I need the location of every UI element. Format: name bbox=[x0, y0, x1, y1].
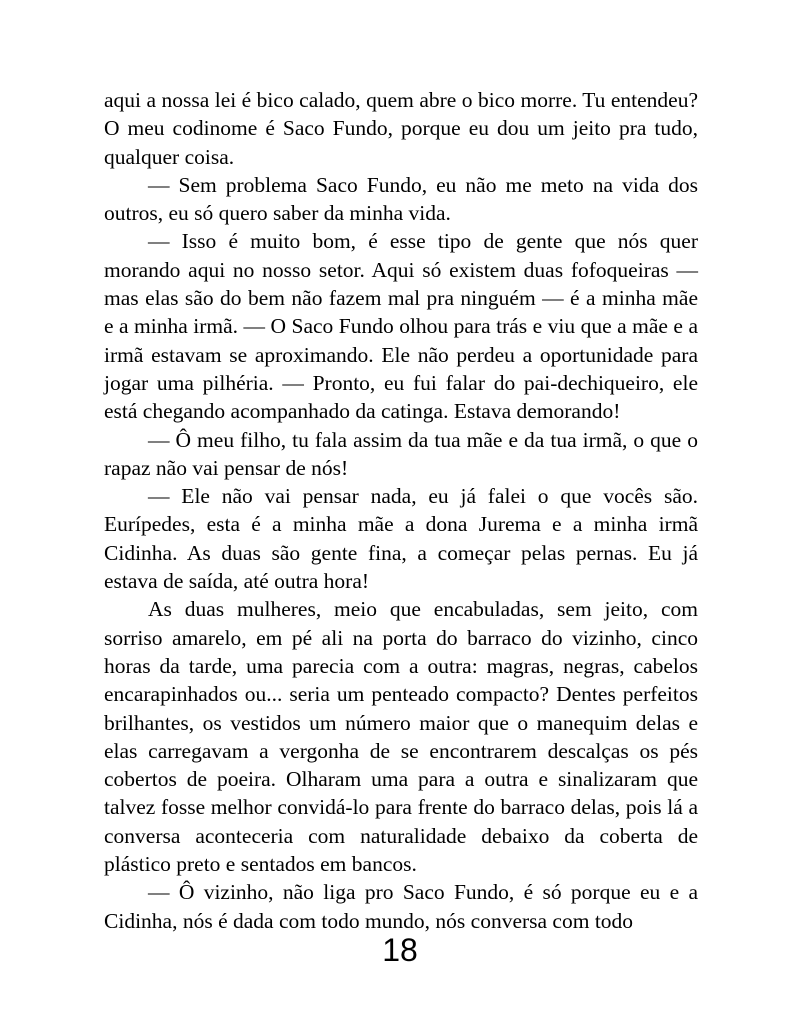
paragraph-6: As duas mulheres, meio que encabuladas, sem jeito, com sorriso amarelo, em pé ali na porta do barraco do vizinho, cinco horas da tarde, uma parecia com a outra: magras, negras, cabelos encarapinhados ou... seria um penteado compacto? Dentes perfeitos brilhantes, os vestidos um número maior que o manequim delas e elas carregavam a vergonha de se encontrarem descalças os pés cobertos de poeira. Olharam uma para a outra e sinalizaram que talvez fosse melhor convidá-lo para frente do barraco delas, pois lá a conversa aconteceria com naturalidade debaixo da coberta de plástico preto e sentados em bancos. bbox=[104, 597, 698, 877]
paragraph-2: — Sem problema Saco Fundo, eu não me meto na vida dos outros, eu só quero saber da minha vida. bbox=[104, 172, 698, 226]
page-number: 18 bbox=[382, 932, 418, 968]
paragraph-5: — Ele não vai pensar nada, eu já falei o que vocês são. Eurípedes, esta é a minha mãe a dona Jurema e a minha irmã Cidinha. As duas são gente fina, a começar pelas pernas. Eu já estava de saída, até outra hora! bbox=[104, 484, 698, 594]
paragraph-4: — Ô meu filho, tu fala assim da tua mãe e da tua irmã, o que o rapaz não vai pensar de nós! bbox=[104, 427, 698, 480]
paragraph-7: — Ô vizinho, não liga pro Saco Fundo, é só porque eu e a Cidinha, nós é dada com todo mundo, nós conversa com todo bbox=[104, 880, 698, 933]
body-text bbox=[104, 86, 698, 935]
paragraph-1: aqui a nossa lei é bico calado, quem abre o bico morre. Tu entendeu? O meu codinome é Saco Fundo, porque eu dou um jeito pra tudo, qualquer coisa. bbox=[104, 88, 698, 169]
paragraph-3: — Isso é muito bom, é esse tipo de gente que nós quer morando aqui no nosso setor. Aqui só existem duas fofoqueiras — mas elas são do bem não fazem mal pra ninguém — é a minha mãe e a minha irmã. — O Saco Fundo olhou para trás e viu que a mãe e a irmã estavam se aproximando. Ele não perdeu a oportunidade para jogar uma pilhéria. — Pronto, eu fui falar do pai-dechiqueiro, ele está chegando acompanhado da catinga. Estava demorando! bbox=[104, 229, 698, 424]
